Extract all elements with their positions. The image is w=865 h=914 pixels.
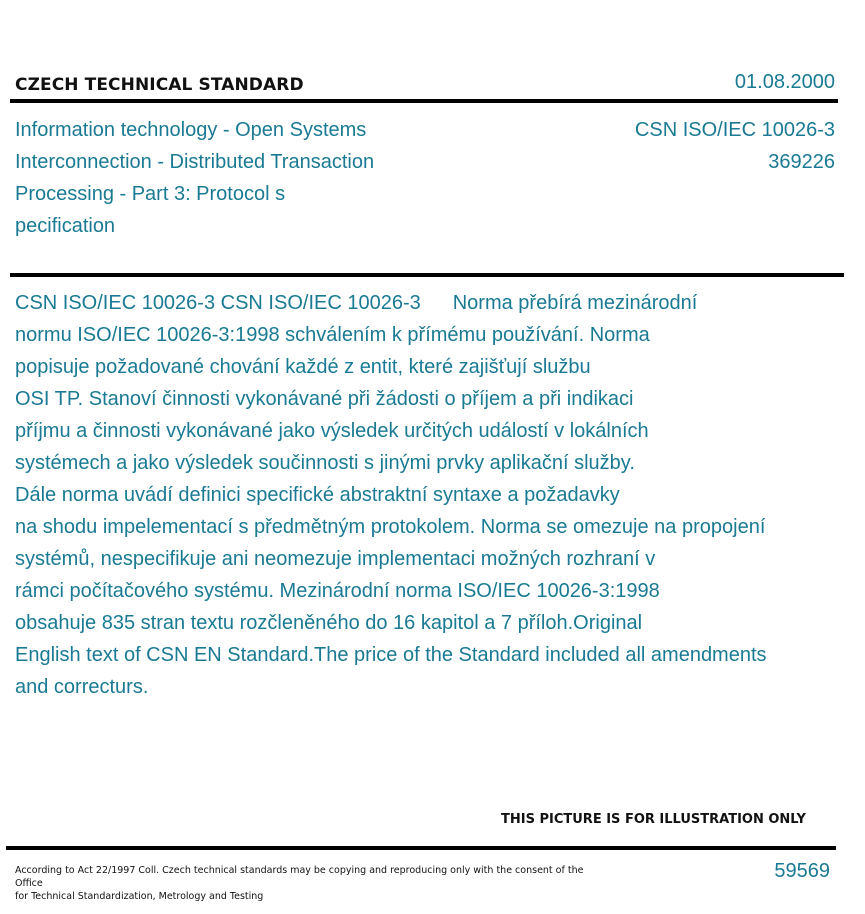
- bottom-divider: [6, 846, 836, 850]
- standard-type-heading: CZECH TECHNICAL STANDARD: [15, 75, 304, 95]
- class-number: 369226: [768, 151, 835, 173]
- description-line-text: Norma přebírá mezinárodní: [452, 292, 698, 314]
- legal-notice: [15, 864, 595, 903]
- standard-title-line: Interconnection - Distributed Transaction: [15, 151, 375, 173]
- top-divider: [10, 99, 838, 103]
- description-line: systémech a jako výsledek součinnosti s jinými prvky aplikační služby.: [15, 452, 635, 474]
- description-line: and correcturs.: [15, 676, 149, 698]
- description-line: rámci počítačového systému. Mezinárodní norma ISO/IEC 10026-3:1998: [15, 580, 660, 602]
- issue-date: 01.08.2000: [734, 71, 835, 93]
- description-line: normu ISO/IEC 10026-3:1998 schválením k přímému používání. Norma: [15, 324, 650, 346]
- description-line: popisuje požadované chování každé z entit, které zajišťují službu: [15, 356, 591, 378]
- standard-title: [15, 114, 415, 242]
- legal-notice-line: for Technical Standardization, Metrology and Testing: [15, 891, 264, 902]
- description-line: na shodu impelementací s předmětným protokolem. Norma se omezuje na propojení: [15, 516, 766, 538]
- document-number: 59569: [774, 860, 830, 882]
- description-lead: CSN ISO/IEC 10026-3 CSN ISO/IEC 10026-3: [15, 292, 421, 314]
- standard-title-line: pecification: [15, 215, 116, 237]
- standard-identifiers: [635, 114, 835, 178]
- legal-notice-line: According to Act 22/1997 Coll. Czech technical standards may be copying and reproducing only with the consent of the Office: [15, 865, 584, 889]
- standard-designation: CSN ISO/IEC 10026-3: [634, 119, 835, 141]
- standard-title-line: Information technology - Open Systems: [15, 119, 367, 141]
- description-line: [15, 287, 845, 319]
- description-line: English text of CSN EN Standard.The price of the Standard included all amendments: [15, 644, 767, 666]
- standard-title-line: Processing - Part 3: Protocol s: [15, 183, 286, 205]
- description-line: obsahuje 835 stran textu rozčleněného do 16 kapitol a 7 příloh.Original: [15, 612, 643, 634]
- standard-description: [15, 287, 845, 703]
- description-line: OSI TP. Stanoví činnosti vykonávané při žádosti o příjem a při indikaci: [15, 388, 634, 410]
- middle-divider: [10, 273, 844, 277]
- illustration-disclaimer: THIS PICTURE IS FOR ILLUSTRATION ONLY: [501, 812, 806, 827]
- description-line: systémů, nespecifikuje ani neomezuje implementaci možných rozhraní v: [15, 548, 656, 570]
- description-line: Dále norma uvádí definici specifické abstraktní syntaxe a požadavky: [15, 484, 620, 506]
- description-line: příjmu a činnosti vykonávané jako výsledek určitých událostí v lokálních: [15, 420, 649, 442]
